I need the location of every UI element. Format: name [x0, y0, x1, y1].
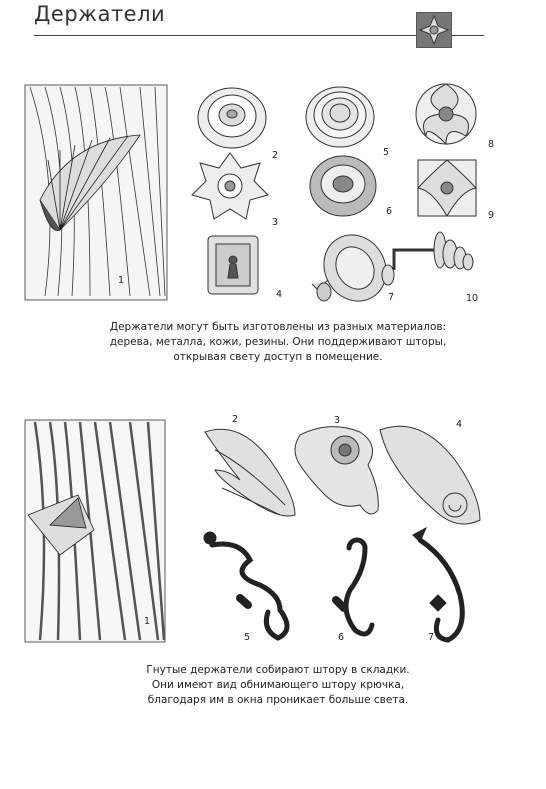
label-top-7: 7 [388, 292, 395, 303]
page-title: Держатели [34, 2, 166, 26]
caption-top-line-2: дерева, металла, кожи, резины. Они поддерживают шторы, [109, 336, 447, 348]
round-holder-5 [306, 87, 374, 147]
label-top-10: 10 [466, 293, 479, 304]
label-top-9: 9 [488, 210, 495, 221]
caption-bottom-line-2: Они имеют вид обнимающего штору крючка, [151, 679, 405, 691]
plaque-holder-4 [208, 236, 258, 294]
label-top-8: 8 [488, 139, 495, 150]
rose-holder-3 [295, 427, 378, 514]
round-holder-6 [310, 156, 376, 216]
leaf-holder-2 [205, 429, 295, 516]
scroll-hook-6 [336, 540, 372, 634]
caption-top-line-3: открывая свету доступ в помещение. [173, 351, 383, 363]
caption-top [58, 320, 498, 365]
spiral-leaf-holder-4 [380, 426, 480, 524]
hook-holder-10 [382, 232, 473, 285]
label-bottom-5: 5 [244, 632, 251, 643]
arrow-hook-7 [413, 528, 462, 640]
flower-holder-3 [192, 153, 268, 219]
label-top-1: 1 [118, 275, 125, 286]
label-bottom-3: 3 [334, 415, 341, 426]
label-bottom-2: 2 [232, 414, 239, 425]
label-top-6: 6 [386, 206, 393, 217]
coiled-hook-5 [204, 532, 287, 638]
round-holder-2 [198, 88, 266, 148]
label-bottom-1: 1 [144, 616, 151, 627]
label-top-5: 5 [383, 147, 390, 158]
curtain-fan-tieback [25, 85, 167, 300]
label-bottom-7: 7 [428, 632, 435, 643]
leaf-holder-9 [418, 160, 476, 216]
curtain-striped-tieback [25, 420, 165, 642]
label-bottom-4: 4 [456, 419, 463, 430]
caption-top-line-1: Держатели могут быть изготовлены из разных материалов: [109, 321, 447, 333]
caption-bottom-line-1: Гнутые держатели собирают штору в складки. [146, 664, 410, 676]
swirl-holder-8 [416, 84, 476, 144]
caption-bottom-line-3: благодаря им в окна проникает больше света. [147, 694, 409, 706]
label-top-2: 2 [272, 150, 279, 161]
label-bottom-6: 6 [338, 632, 345, 643]
caption-bottom [58, 663, 498, 708]
label-top-4: 4 [276, 289, 283, 300]
label-top-3: 3 [272, 217, 279, 228]
